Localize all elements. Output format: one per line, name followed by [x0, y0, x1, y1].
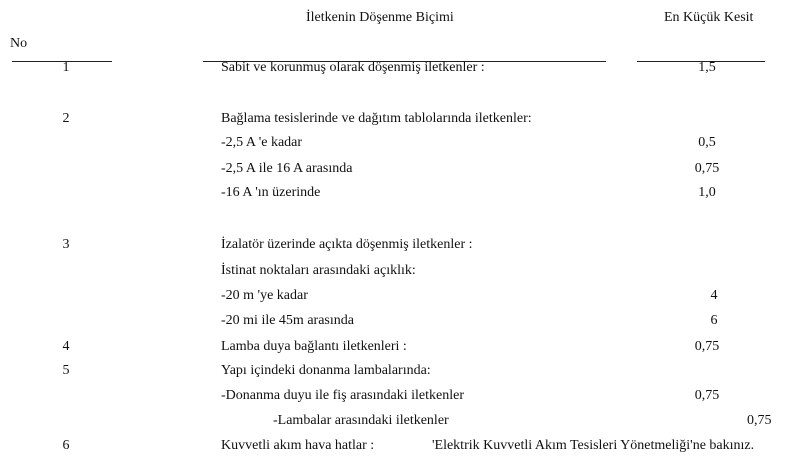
row-value: 0,75	[694, 161, 720, 176]
row-text: Lamba duya bağlantı iletkenleri :	[221, 339, 407, 354]
row-number: 3	[62, 237, 70, 252]
row-text: -Lambalar arasındaki iletkenler	[273, 413, 449, 428]
row-number: 5	[62, 363, 70, 378]
row-text: Kuvvetli akım hava hatlar :	[221, 438, 375, 453]
column-header-no: No	[10, 36, 28, 51]
row-text: -20 m 'ye kadar	[221, 288, 308, 303]
row-text: Sabit ve korunmuş olarak döşenmiş iletkenler :	[221, 60, 485, 75]
row-value: 1,0	[698, 185, 716, 200]
row-number: 6	[62, 438, 70, 453]
row-value: 1,5	[698, 60, 716, 75]
row-text: -2,5 A ile 16 A arasında	[221, 161, 353, 176]
row-text: -20 mi ile 45m arasında	[221, 313, 354, 328]
row-number: 1	[62, 60, 70, 75]
row-text: Yapı içindeki donanma lambalarında:	[221, 363, 431, 378]
row-value: 0,75	[694, 388, 720, 403]
row-text: İstinat noktaları arasındaki açıklık:	[221, 263, 416, 278]
row-text: -Donanma duyu ile fiş arasındaki iletkenler	[221, 388, 464, 403]
row-value: 6	[710, 313, 718, 328]
row-value: 0,5	[698, 135, 716, 150]
column-header-method: İletkenin Döşenme Biçimi	[306, 10, 454, 25]
row-text: -16 A 'ın üzerinde	[221, 185, 321, 200]
row-number: 2	[62, 111, 70, 126]
row-text: -2,5 A 'e kadar	[221, 135, 303, 150]
column-header-section: En Küçük Kesit	[664, 10, 754, 25]
row-value: 0,75	[694, 339, 720, 354]
row-value: 0,75	[747, 413, 772, 428]
row-text: Bağlama tesislerinde ve dağıtım tablolarında iletkenler:	[221, 111, 532, 126]
row-number: 4	[62, 339, 70, 354]
row-text: İzalatör üzerinde açıkta döşenmiş iletkenler :	[221, 237, 473, 252]
row-value: 4	[710, 288, 718, 303]
row-value: 'Elektrik Kuvvetli Akım Tesisleri Yönetmeliği'ne bakınız.	[432, 438, 755, 453]
